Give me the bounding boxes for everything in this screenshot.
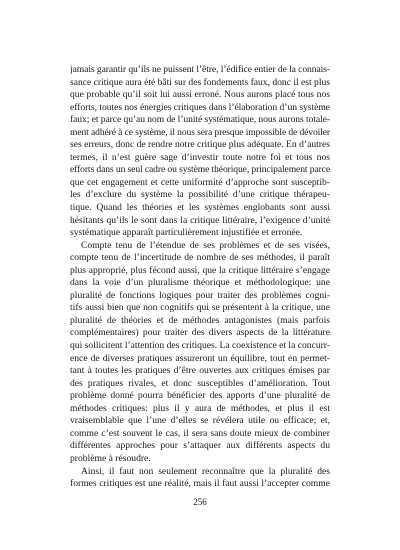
- text-line: Compte tenu de l’étendue de ses problèmes et de ses visées,: [81, 239, 330, 251]
- text-line: systématique apparaît particulièrement injustifiée et erronée.: [70, 227, 303, 239]
- text-line: plus approprié, plus fécond aussi, que la critique littéraire s’engage: [70, 264, 330, 276]
- text-line: pluralité de fonctions logiques pour traiter des problèmes cogni-: [70, 289, 330, 301]
- text-line: dans la voie d’un pluralisme théorique et méthodologique: une: [70, 277, 330, 289]
- text-line: qui sollicitent l’attention des critiques. La coexistence et la concurr-: [70, 340, 330, 352]
- body-text: [70, 64, 330, 491]
- text-line: pluralité de théories et de méthodes antagonistes (mais parfois: [70, 314, 330, 326]
- text-line: tifs aussi bien que non cognitifs qui se présentent à la critique, une: [70, 302, 330, 314]
- text-line: ment adhéré à ce système, il nous sera presque impossible de dévoiler: [70, 126, 330, 138]
- text-line: différentes approches pour s’attaquer aux différents aspects du: [70, 440, 330, 452]
- text-line: problème donné pourra bénéficier des apports d’une pluralité de: [70, 390, 330, 402]
- text-line: que probable qu’il soit lui aussi erroné. Nous aurons placé tous nos: [70, 89, 330, 101]
- text-line: vraisemblable que l’une d’elles se révélera utile ou efficace; et,: [70, 415, 330, 427]
- text-line: hésitants qu’ils le sont dans la critique littéraire, l’exigence d’unité: [70, 214, 330, 226]
- text-line: termes, il n’est guère sage d’investir toute notre foi et tous nos: [70, 151, 330, 163]
- text-line: ence de diverses pratiques assureront un équilibre, tout en permet-: [70, 352, 330, 364]
- text-line: tant à toutes les pratiques d’être ouvertes aux critiques émises par: [70, 365, 330, 377]
- text-line: comme c’est souvent le cas, il sera sans doute mieux de combiner: [70, 427, 330, 439]
- text-line: méthodes critiques: plus il y aura de méthodes, et plus il est: [70, 402, 330, 414]
- text-line: que cet engagement et cette uniformité d’approche sont susceptib-: [70, 176, 330, 188]
- text-line: problème à résoudre.: [70, 452, 151, 464]
- text-line: Ainsi, il faut non seulement reconnaître que la pluralité des: [81, 465, 330, 477]
- text-line: jamais garantir qu’ils ne puissent l’être, l’édifice entier de la connais-: [70, 64, 330, 75]
- text-line: efforts, toutes nos énergies critiques dans l’élaboration d’un système: [70, 101, 330, 113]
- text-line: complémentaires) pour traiter des divers aspects de la littérature: [70, 327, 330, 339]
- text-line: formes critiques est une réalité, mais il faut aussi l’accepter comme: [70, 478, 330, 490]
- text-line: tique. Quand les théories et les systèmes englobants sont aussi: [70, 202, 330, 214]
- text-line: efforts dans un seul cadre ou système théorique, principalement parce: [70, 164, 330, 176]
- page-number: 256: [193, 497, 207, 507]
- text-line: faux; et parce qu’au nom de l’unité systématique, nous aurons totale-: [70, 114, 330, 126]
- text-line: des pratiques rivales, et donc susceptibles d’amélioration. Tout: [70, 377, 330, 389]
- text-line: compte tenu de l’incertitude de nombre de ses méthodes, il paraît: [70, 252, 330, 264]
- text-line: sance critique aura été bâti sur des fondements faux, donc il est plus: [70, 76, 330, 88]
- text-line: ses erreurs, donc de rendre notre critique plus adéquate. En d’autres: [70, 139, 330, 151]
- text-line: les d’exclure du système la possibilité d’une critique thérapeu-: [70, 189, 330, 201]
